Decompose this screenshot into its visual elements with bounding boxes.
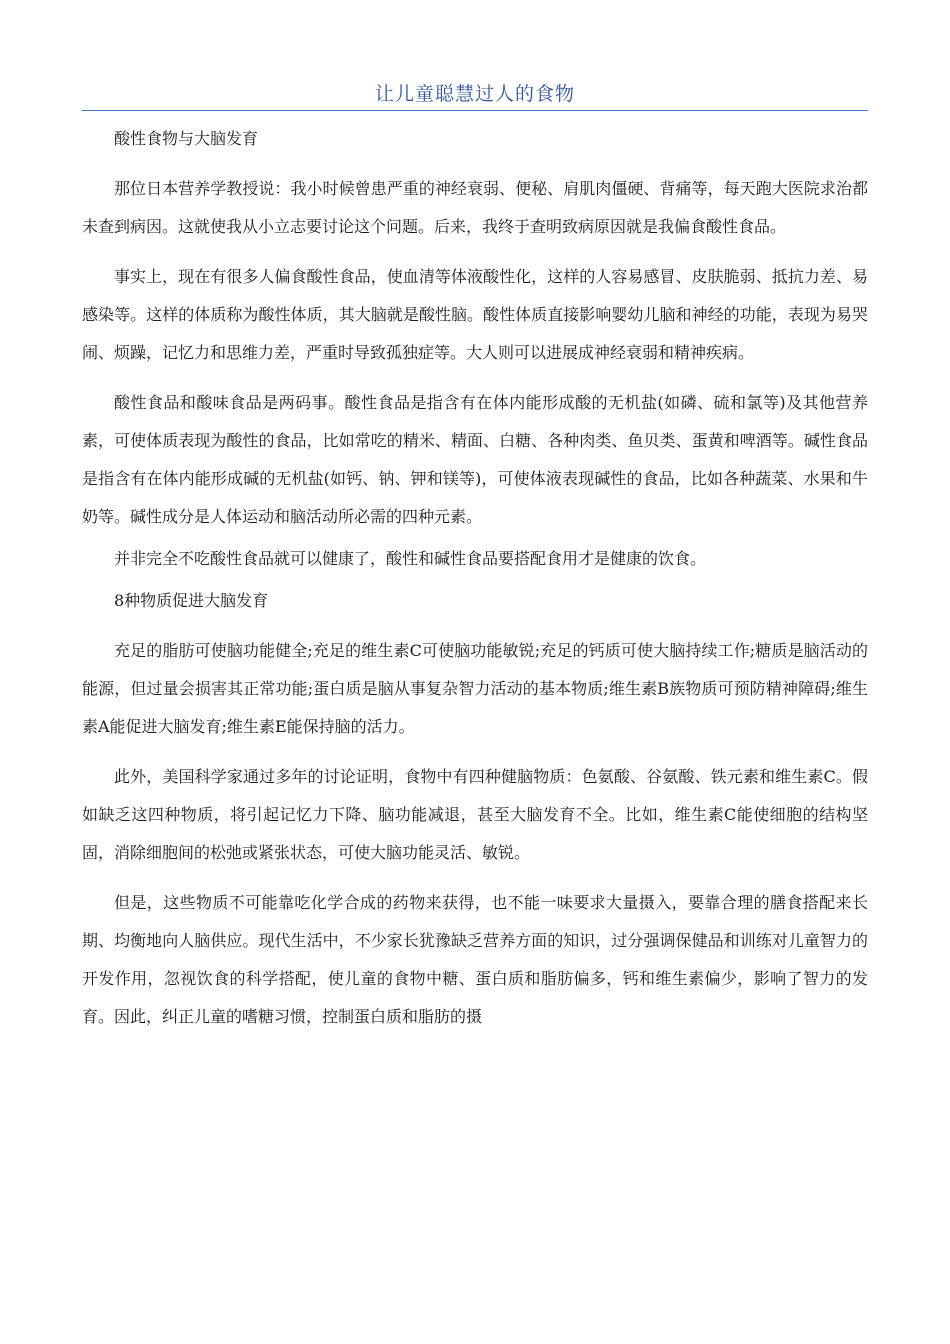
section-heading-eight-substances: 8种物质促进大脑发育 xyxy=(114,591,269,610)
paragraph: 但是，这些物质不可能靠吃化学合成的药物来获得，也不能一味要求大量摄入，要靠合理的膳食搭配来长期、均衡地向人脑供应。现代生活中，不少家长犹豫缺乏营养方面的知识，过分强调保健品和训练对儿童智力的开发作用，忽视饮食的科学搭配，使儿童的食物中糖、蛋白质和脂肪偏多，钙和维生素偏少，影响了智力的发育。因此，纠正儿童的嗜糖习惯，控制蛋白质和脂肪的摄 xyxy=(82,893,868,1026)
paragraph: 事实上，现在有很多人偏食酸性食品，使血清等体液酸性化，这样的人容易感冒、皮肤脆弱、抵抗力差、易感染等。这样的体质称为酸性体质，其大脑就是酸性脑。酸性体质直接影响婴幼儿脑和神经的功能，表现为易哭闹、烦躁，记忆力和思维力差，严重时导致孤独症等。大人则可以进展成神经衰弱和精神疾病。 xyxy=(82,267,868,362)
paragraph: 那位日本营养学教授说：我小时候曾患严重的神经衰弱、便秘、肩肌肉僵硬、背痛等，每天跑大医院求治都未查到病因。这就使我从小立志要讨论这个问题。后来，我终于查明致病原因就是我偏食酸性食品。 xyxy=(82,179,868,236)
paragraph: 酸性食品和酸味食品是两码事。酸性食品是指含有在体内能形成酸的无机盐(如磷、硫和氯等)及其他营养素，可使体质表现为酸性的食品，比如常吃的精米、精面、白糖、各种肉类、鱼贝类、蛋黄和啤酒等。碱性食品是指含有在体内能形成碱的无机盐(如钙、钠、钾和镁等)，可使体液表现碱性的食品，比如各种蔬菜、水果和牛奶等。碱性成分是人体运动和脑活动所必需的四种元素。 xyxy=(82,393,868,526)
document-body xyxy=(82,120,868,1036)
paragraph: 此外，美国科学家通过多年的讨论证明，食物中有四种健脑物质：色氨酸、谷氨酸、铁元素和维生素C。假如缺乏这四种物质，将引起记忆力下降、脑功能减退，甚至大脑发育不全。比如，维生素C能使细胞的结构坚固，消除细胞间的松弛或紧张状态，可使大脑功能灵活、敏锐。 xyxy=(82,767,868,862)
title-underline xyxy=(82,110,868,111)
paragraph: 充足的脂肪可使脑功能健全;充足的维生素C可使脑功能敏锐;充足的钙质可使大脑持续工作;糖质是脑活动的能源，但过量会损害其正常功能;蛋白质是脑从事复杂智力活动的基本物质;维生素B族物质可预防精神障碍;维生素A能促进大脑发育;维生素E能保持脑的活力。 xyxy=(82,641,868,736)
section-heading-acidic-food: 酸性食物与大脑发育 xyxy=(114,129,259,148)
document-title: 让儿童聪慧过人的食物 xyxy=(374,83,575,105)
paragraph: 并非完全不吃酸性食品就可以健康了，酸性和碱性食品要搭配食用才是健康的饮食。 xyxy=(114,549,707,568)
